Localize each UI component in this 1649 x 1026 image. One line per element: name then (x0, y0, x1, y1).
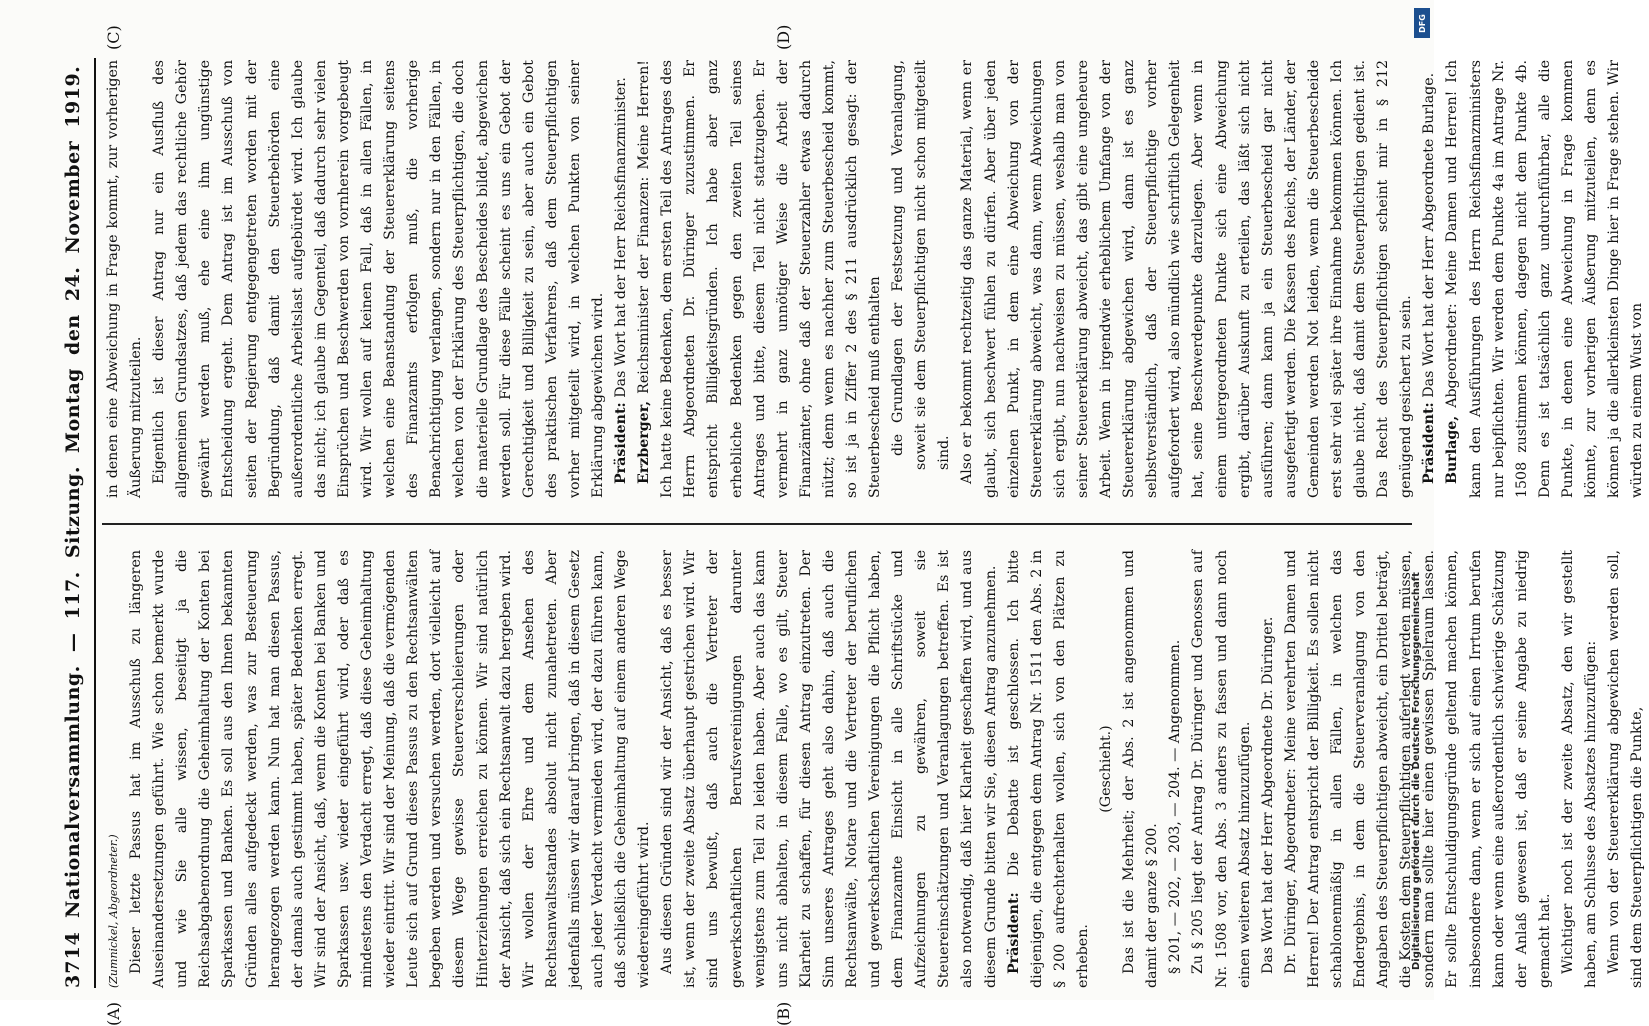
paragraph: Zu § 205 liegt der Antrag Dr. Düringer und Genossen auf Nr. 1508 vor, den Abs. 3 anders zu fassen und dann noch einen weiteren Absatz hinzuzufügen. (1190, 550, 1253, 988)
speaker-tag: (Zumnickel, Abgeordneter.) (107, 834, 120, 988)
speaker-name: Präsident: (1421, 402, 1438, 484)
paragraph (610, 60, 633, 498)
speaker-name: Burlage, (1444, 415, 1461, 484)
margin-mark-d: (D) (774, 24, 793, 50)
speech-text: Die Debatte ist geschlossen. Ich bitte diejenigen, die entgegen dem Antrag Nr. 1511 den Abs. 2 in § 200 aufrechterhalten wollen, sich von den Plätzen zu erheben. (1005, 550, 1091, 988)
speaker-name: Erzberger, (636, 400, 653, 484)
paragraph: Dieser letzte Passus hat im Ausschuß zu längeren Auseinandersetzungen geführt. Wie schon bemerkt wurde und wie Sie alle wissen, beseitigt ja die Reichsabgabenordnung die Geheimhaltung der Konten bei Sparkassen und Banken. Es soll aus den Ihnen bekannten Gründen alles aufgedeckt werden, was zur Besteuerung herangezogen werden kann. Nun hat man diesen Passus, der damals auch gestimmt haben, später Bedenken erregt. Wir sind der Ansicht, daß, wenn die Konten bei Banken und Sparkassen usw. wieder eingeführt wird, oder daß es mindestens den Verdacht erregt, daß diese Geheimhaltung wieder eintritt. Wir sind der Meinung, daß die vermögenden Leute sich auf Grund dieses Passus zu den Rechtsanwälten begeben werden und versuchen werden, dort vielleicht auf diesem Wege gewisse Steuerverschleierungen oder Hinterziehungen erreichen zu können. Wir sind natürlich der Ansicht, daß sich ein Rechtsanwalt dazu hergeben wird. Wir wollen der Ehre und dem Ansehen des Rechtsanwaltsstandes absolut nicht zunahetreten. Aber jedenfalls müssen wir darauf bringen, daß in diesem Gesetz auch jeder Verdacht vermieden wird, der dazu führen kann, daß schließlich die Geheimhaltung auf einem anderen Wege wiedereingeführt wird. (128, 550, 653, 988)
speaker-name: Präsident: (613, 402, 630, 484)
digitization-credit (1409, 20, 1431, 980)
margin-mark-c: (C) (104, 25, 123, 50)
paragraph: in denen eine Abweichung in Frage kommt, zur vorherigen Äußerung mitzuteilen. (105, 60, 145, 498)
paragraph (1441, 60, 1649, 498)
speech-text: Das Wort hat der Herr Reichsfinanzminister. (613, 77, 630, 398)
speech-text: Abgeordneter: Meine Damen und Herren! Ich kann den Ausführungen des Herrn Reichsfinanzministers nur beipflichten. Wir werden dem Punkte 4a im Antrage Nr. 1508 zustimmen können, dagegen nicht dem Punkte 4b. Denn es ist tatsächlich ganz undurchführbar, alle die Punkte, in denen eine Abweichung in Frage kommen könnte, zur vorherigen Äußerung mitzuteilen, denn es können ja die allerkleinsten Dinge hier in Frage stehen. Wir würden zu einem Wust von (1444, 60, 1646, 498)
paragraph (633, 60, 887, 498)
speaker-name: Präsident: (1005, 892, 1022, 974)
paragraph: Wenn von der Steuererklärung abgewichen werden soll, sind dem Steuerpflichtigen die Punkte, (1606, 550, 1646, 988)
paragraph: Das Wort hat der Herr Abgeordnete Dr. Düringer. (1259, 616, 1276, 974)
paragraph: Aus diesen Gründen sind wir der Ansicht, daß es besser ist, wenn der zweite Absatz überhaupt gestrichen wird. Wir sind uns bewußt, daß auch die Vertreter der gewerkschaftlichen Berufsvereinigungen darunter wenigstens zum Teil zu leiden haben. Aber auch das kann uns nicht abhalten, in diesem Falle, wo es gilt, Steuer Klarheit zu schaffen, für diesen Antrag einzutreten. Der Sinn unseres Antrages geht also dahin, daß auch die Rechtsanwälte, Notare und die Vertreter der beruflichen und gewerkschaftlichen Vereinigungen die Pflicht haben, dem Finanzamte Einsicht in alle Schriftstücke und Aufzeichnungen zu gewähren, soweit sie Steuereinschätzungen und Veranlagungen betreffen. Es ist also notwendig, daß hier Klarheit geschaffen wird, und aus diesem Grunde bitten wir Sie, diesen Antrag anzunehmen. (659, 550, 999, 988)
column-divider (102, 524, 1412, 526)
right-column (102, 60, 1646, 498)
paragraph: Wichtiger noch ist der zweite Absatz, den wir gestellt haben, am Schlusse des Absatzes hinzuzufügen: (1559, 550, 1599, 988)
paragraph: Dr. Düringer, Abgeordneter: Meine verehrten Damen und Herren! Der Antrag entspricht der Billigkeit. Es sollen nicht schablonenmäßig in allen Fällen, in welchen das Endergebnis, in dem die Steuerveranlagung von den Angaben des Steuerpflichtigen abweicht, ein Drittel beträgt, die Kosten dem Steuerpflichtigen auferlegt werden müssen, sondern man sollte hier einen gewissen Spielraum lassen. Er sollte Entschuldigungsgründe geltend machen können, insbesondere dann, wenn er sich auf einen Irrtum berufen kann oder wenn eine außerordentlich schwierige Schätzung der Anlaß gewesen ist, daß er seine Angabe zu niedrig gemacht hat. (1282, 550, 1553, 988)
paragraph: Das ist die Mehrheit; der Abs. 2 ist angenommen und damit der ganze § 200. (1121, 550, 1161, 988)
paragraph (1003, 550, 1095, 988)
margin-mark-a: (A) (104, 1001, 123, 1026)
block-quote: die Grundlagen der Festsetzung und Veranlagung, soweit sie dem Steuerpflichtigen nicht schon mitgeteilt sind. (890, 60, 953, 470)
stage-direction: (Geschieht.) (1098, 725, 1115, 813)
margin-mark-b: (B) (774, 1001, 793, 1026)
credit-text: Digitalisierung gefördert durch die Deutsche Forschungsgemeinschaft (1411, 572, 1422, 970)
header-rule (94, 58, 96, 988)
speech-text: Reichsminister der Finanzen: Meine Herren! Ich hatte keine Bedenken, dem ersten Teil des Antrages des Herrn Abgeordneten Dr. Düringer zuzustimmen. Er entspricht Billigkeitsgründen. Ich habe aber ganz erhebliche Bedenken gegen den zweiten Teil seines Antrages und bitte, diesem Teil nicht stattzugeben. Er vermehrt in ganz unnötiger Weise die Arbeit der Finanzämter, ohne daß der Steuerzahler etwas dadurch nützt; denn wenn es nachher zum Steuerbescheid kommt, so ist ja in Ziffer 2 des § 211 ausdrücklich gesagt: der Steuerbescheid muß enthalten (636, 60, 884, 498)
rotated-page-content (58, 24, 1646, 1026)
page-header (58, 58, 92, 988)
paragraph: Also er bekommt rechtzeitig das ganze Material, wenn er glaubt, sich beschwert fühlen zu dürfen. Aber über jeden einzelnen Punkt, in dem eine Abweichung von der Steuererklärung abweicht, was dann, wenn Abweichungen sich ergibt, nun nachweisen zu müssen, weshalb man von seiner Steuererklärung abweicht, das gibt eine ungeheure Arbeit. Wenn in irgendwie erheblichem Umfange von der Steuererklärung abgewichen wird, dann ist es ganz selbstverständlich, daß der Steuerpflichtige vorher aufgefordert wird, also mündlich wie schriftlich Gelegenheit hat, seine Beschwerdepunkte darzulegen. Aber wenn in einem untergeordneten Punkte sich eine Abweichung ergibt, darüber Auskunft zu erteilen, das läßt sich nicht ausführen; dann kann ja ein Steuerbescheid gar nicht ausgefertigt werden. Die Kassen des Reichs, der Länder, der Gemeinden werden Not leiden, wenn die Steuerbescheide erst sehr viel später ihre Einnahme bekommen können. Ich glaube nicht, daß damit dem Steuerpflichtigen gedient ist. Das Recht des Steuerpflichtigen scheint mir in § 212 genügend gesichert zu sein. (959, 60, 1415, 498)
dfg-badge-text: DFG (1417, 13, 1427, 33)
paragraph: § 201, — 202, — 203, — 204. — Angenommen. (1167, 639, 1184, 974)
page-number: 3714 (62, 931, 84, 988)
running-title: Nationalversammlung. — 117. Sitzung. Montag den 24. November 1919. (62, 65, 84, 918)
paragraph: Eigentlich ist dieser Antrag nur ein Ausfluß des allgemeinen Grundsatzes, daß jedem das rechtliche Gehör gewährt werden muß, ehe eine ihm ungünstige Entscheidung ergeht. Dem Antrag ist im Ausschuß von seiten der Regierung entgegengetreten worden mit der Begründung, daß damit den Steuerbehörden eine außerordentliche Arbeitslast aufgebürdet wird. Ich glaube das nicht; ich glaube im Gegenteil, daß dadurch sehr vielen Einsprüchen und Beschwerden von vornherein vorgebeugt wird. Wir wollen auf keinen Fall, daß in allen Fällen, in welchen eine Beanstandung der Steuererklärung seitens des Finanzamts erfolgen muß, die vorherige Benachrichtigung verlangen, sondern nur in den Fällen, in welchen von der Erklärung des Steuerpflichtigen, die doch die materielle Grundlage des Bescheides bildet, abgewichen werden soll. Für diese Fälle scheint es uns ein Gebot der Gerechtigkeit und Billigkeit zu sein, aber auch ein Gebot des praktischen Verfahrens, daß dem Steuerpflichtigen vorher mitgeteilt wird, in welchen Punkten von seiner Erklärung abgewichen wird. (151, 60, 606, 498)
speech-text: Das Wort hat der Herr Abgeordnete Burlage. (1421, 72, 1438, 398)
